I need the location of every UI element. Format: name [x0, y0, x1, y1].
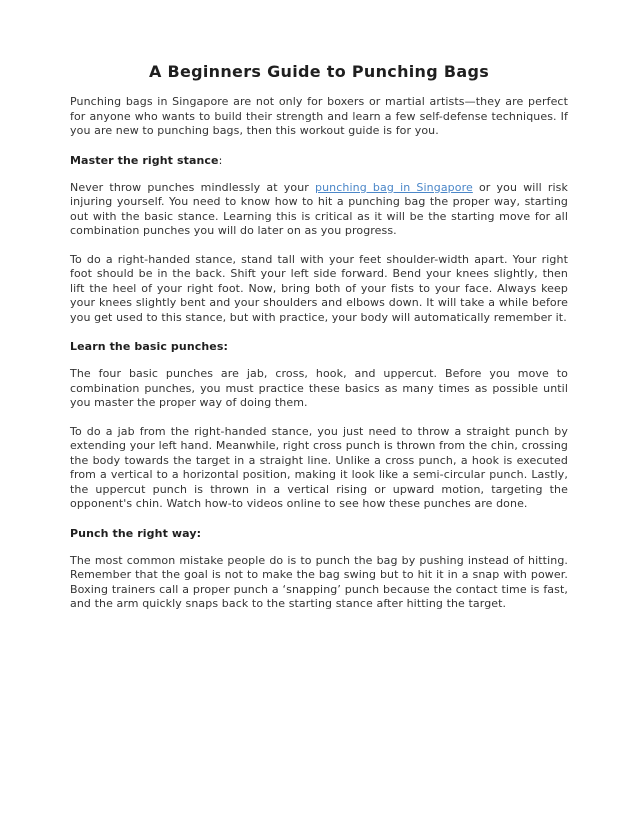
section-heading-master-stance-text: Master the right stance	[70, 153, 219, 167]
paragraph-basic-punches-list: The four basic punches are jab, cross, hook, and uppercut. Before you move to combination punches, you must practice these basics as many times as possible until you master the proper way of doing them.	[70, 367, 568, 409]
document-title: A Beginners Guide to Punching Bags	[148, 62, 490, 81]
section-heading-master-stance	[70, 154, 568, 167]
section-heading-punch-right-way: Punch the right way:	[70, 526, 202, 540]
intro-paragraph: Punching bags in Singapore are not only for boxers or martial artists—they are perfect for anyone who wants to build their strength and learn a few self-defense techniques. If you are new to punching bags, then this workout guide is for you.	[70, 95, 568, 137]
paragraph-stance-intro-after-link: or you will risk injuring yourself. You need to know how to hit a punching bag the proper way, starting out with the basic stance. Learning this is critical as it will be the starting move for all combination punches you will do later on as you progress.	[70, 180, 568, 237]
paragraph-stance-howto: To do a right-handed stance, stand tall with your feet shoulder-width apart. Your right foot should be in the back. Shift your left side forward. Bend your knees slightly, then lift the heel of your right foot. Now, bring both of your fists to your face. Always keep your knees slightly bent and your shoulders and elbows down. It will take a while before you get used to this stance, but with practice, your body will automatically remember it.	[70, 252, 568, 324]
paragraph-punch-right-way: The most common mistake people do is to punch the bag by pushing instead of hitting. Remember that the goal is not to make the bag swing but to hit it in a snap with power. Boxing trainers call a proper punch a ‘snapping’ punch because the contact time is fast, and the arm quickly snaps back to the starting stance after hitting the target.	[70, 553, 568, 610]
section-heading-basic-punches: Learn the basic punches:	[70, 340, 229, 353]
section-heading-master-stance-colon: :	[218, 153, 223, 167]
paragraph-stance-intro	[70, 181, 568, 239]
paragraph-stance-intro-before-link: Never throw punches mindlessly at your	[70, 180, 316, 194]
paragraph-basic-punches-howto: To do a jab from the right-handed stance, you just need to throw a straight punch by extending your left hand. Meanwhile, right cross punch is thrown from the chin, crossing the body towards the target in a straight line. Unlike a cross punch, a hook is executed from a vertical to a horizontal position, making it look like a semi-circular punch. Lastly, the uppercut punch is thrown in a vertical rising or upward motion, targeting the opponent's chin. Watch how-to videos online to see how these punches are done.	[70, 424, 568, 510]
punching-bag-singapore-link[interactable]: punching bag in Singapore	[315, 180, 473, 194]
